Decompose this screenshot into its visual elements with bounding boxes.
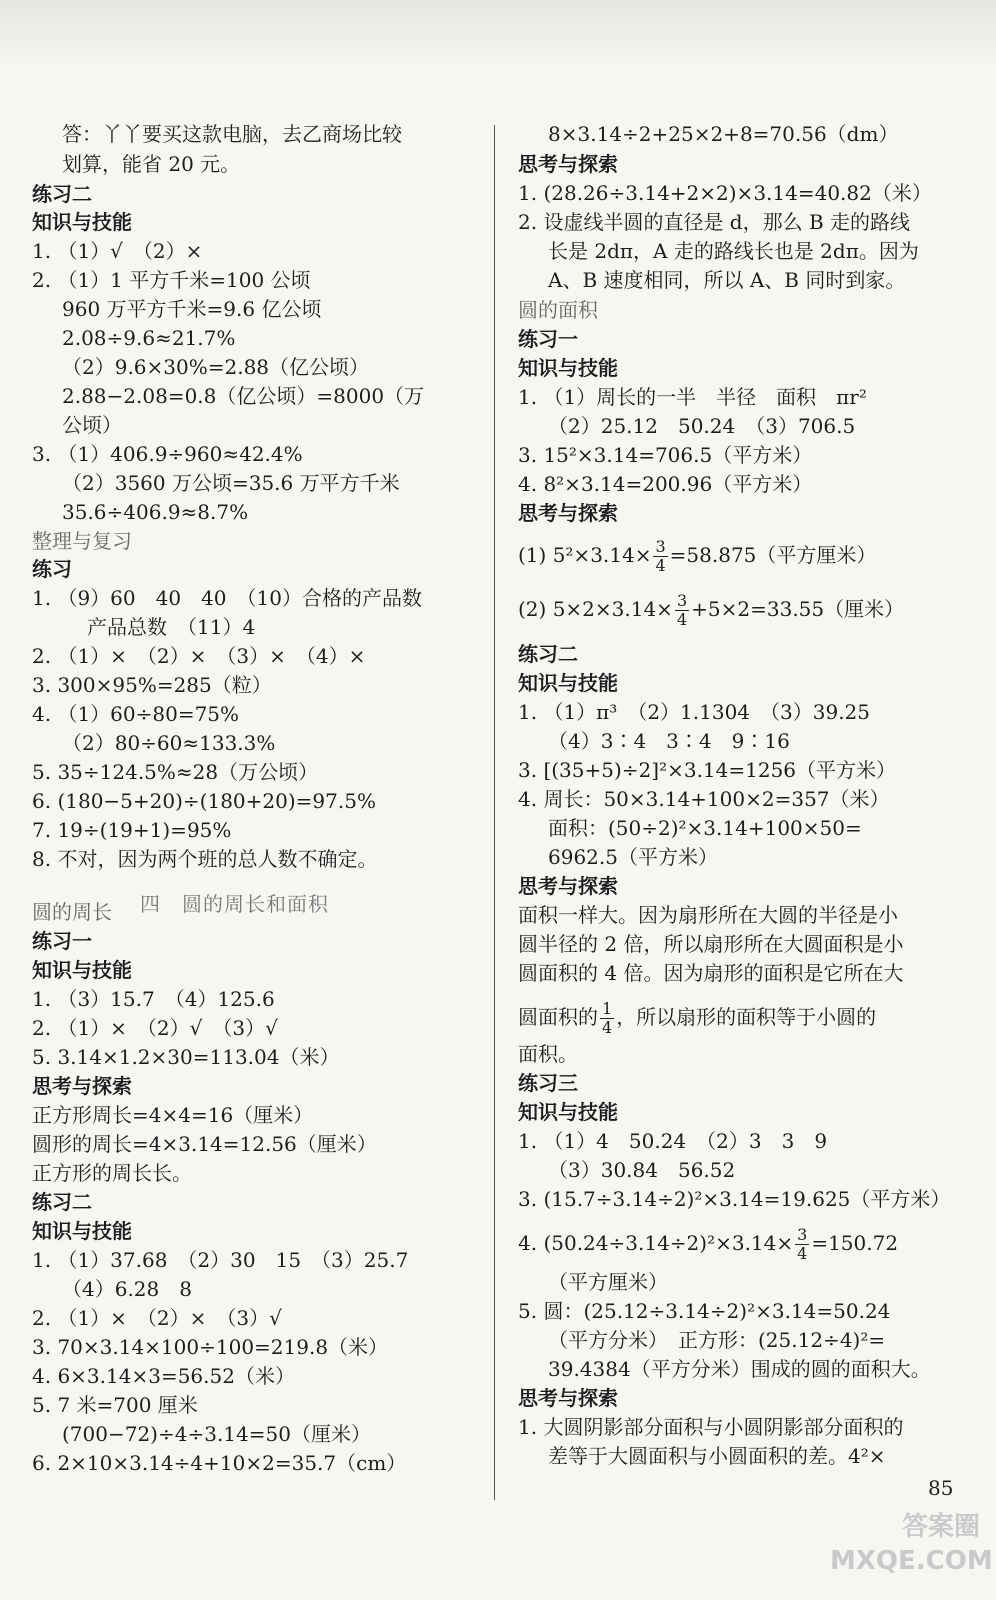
formula-text: (1) 5²×3.14× bbox=[518, 543, 652, 567]
answer-line: 2. （1）1 平方千米=100 公顷 bbox=[32, 268, 311, 292]
section-heading: 思考与探索 bbox=[518, 874, 618, 898]
answer-line: （4）6.28 8 bbox=[62, 1277, 192, 1301]
answer-line: 3. 15²×3.14=706.5（平方米） bbox=[518, 443, 813, 467]
answer-line: 1. （1）√ （2）× bbox=[32, 239, 203, 263]
answer-line: （2）3560 万公顷=35.6 万平方千米 bbox=[62, 471, 400, 495]
answer-line: 1. （1）37.68 （2）30 15 （3）25.7 bbox=[32, 1248, 409, 1272]
formula-text: =150.72 bbox=[811, 1231, 899, 1255]
scan-top-band bbox=[0, 0, 996, 70]
answer-line: 8. 不对，因为两个班的总人数不确定。 bbox=[32, 847, 378, 871]
answer-line: A、B 速度相同，所以 A、B 同时到家。 bbox=[548, 268, 906, 292]
fraction bbox=[600, 1000, 614, 1037]
formula-line bbox=[518, 592, 904, 629]
answer-line: 划算，能省 20 元。 bbox=[62, 152, 241, 176]
answer-line: 面积：(50÷2)²×3.14+100×50= bbox=[548, 816, 862, 840]
section-heading: 知识与技能 bbox=[32, 210, 132, 234]
formula-text: =58.875（平方厘米） bbox=[669, 543, 877, 567]
answer-line: 答：丫丫要买这款电脑，去乙商场比较 bbox=[62, 122, 402, 146]
answer-line: 1. （9）60 40 40 （10）合格的产品数 bbox=[32, 586, 422, 610]
formula-text: ，所以扇形的面积等于小圆的 bbox=[616, 1005, 877, 1029]
section-heading: 练习 bbox=[32, 557, 72, 581]
formula-text: +5×2=33.55（厘米） bbox=[691, 597, 905, 621]
answer-line: 5. 3.14×1.2×30=113.04（米） bbox=[32, 1045, 340, 1069]
answer-line: 2.88−2.08=0.8（亿公顷）=8000（万 bbox=[62, 384, 425, 408]
answer-line: 1. (28.26÷3.14+2×2)×3.14=40.82（米） bbox=[518, 181, 932, 205]
answer-line: 2. （1）× （2）× （3）× （4）× bbox=[32, 644, 366, 668]
subsection-heading: 圆的面积 bbox=[518, 298, 598, 322]
answer-line: 1. （1）4 50.24 （2）3 3 9 bbox=[518, 1129, 828, 1153]
section-heading: 练习二 bbox=[32, 1190, 92, 1214]
answer-line: （3）30.84 56.52 bbox=[548, 1158, 736, 1182]
formula-text: (2) 5×2×3.14× bbox=[518, 597, 673, 621]
formula-text: 4. (50.24÷3.14÷2)²×3.14× bbox=[518, 1231, 794, 1255]
answer-line: 7. 19÷(19+1)=95% bbox=[32, 818, 232, 842]
column-divider bbox=[494, 125, 495, 1500]
denominator: 4 bbox=[676, 610, 688, 629]
answer-line: 5. 圆：(25.12÷3.14÷2)²×3.14=50.24 bbox=[518, 1299, 891, 1323]
answer-line: 6. 2×10×3.14÷4+10×2=35.7（cm） bbox=[32, 1451, 407, 1475]
answer-line: 差等于大圆面积与小圆面积的差。4²× bbox=[548, 1444, 886, 1468]
answer-line: 圆半径的 2 倍，所以扇形所在大圆面积是小 bbox=[518, 932, 904, 956]
numerator: 1 bbox=[602, 999, 613, 1018]
answer-line: 公顷） bbox=[62, 413, 122, 437]
formula-text: 圆面积的 bbox=[518, 1005, 598, 1029]
section-heading: 练习一 bbox=[32, 929, 92, 953]
denominator: 4 bbox=[602, 1018, 613, 1037]
answer-line: 圆面积的 4 倍。因为扇形的面积是它所在大 bbox=[518, 961, 904, 985]
answer-line: 正方形周长=4×4=16（厘米） bbox=[32, 1103, 314, 1127]
answer-line: （2）25.12 50.24 （3）706.5 bbox=[548, 414, 856, 438]
section-heading: 整理与复习 bbox=[32, 529, 132, 553]
answer-line: 2. 设虚线半圆的直径是 d，那么 B 走的路线 bbox=[518, 210, 911, 234]
subsection-heading: 圆的周长 bbox=[32, 900, 112, 924]
formula-line bbox=[518, 1000, 876, 1037]
numerator: 3 bbox=[676, 591, 688, 610]
answer-line: 4. （1）60÷80=75% bbox=[32, 702, 240, 726]
fraction bbox=[795, 1226, 809, 1263]
answer-line: 正方形的周长长。 bbox=[32, 1161, 192, 1185]
section-heading: 练习三 bbox=[518, 1071, 578, 1095]
watermark-logo bbox=[830, 1510, 993, 1590]
answer-line: 1. 大圆阴影部分面积与小圆阴影部分面积的 bbox=[518, 1415, 904, 1439]
formula-line bbox=[518, 1226, 898, 1263]
answer-line: 6. (180−5+20)÷(180+20)=97.5% bbox=[32, 789, 376, 813]
page-number: 85 bbox=[928, 1476, 954, 1500]
fraction bbox=[675, 592, 689, 629]
answer-line: 5. 7 米=700 厘米 bbox=[32, 1393, 198, 1417]
section-heading: 思考与探索 bbox=[518, 501, 618, 525]
answer-line: 2. （1）× （2）× （3）√ bbox=[32, 1306, 282, 1330]
answer-line: 长是 2dπ，A 走的路线长也是 2dπ。因为 bbox=[548, 239, 919, 263]
watermark-text: 答案圈 bbox=[901, 1512, 980, 1542]
answer-line: 4. 6×3.14×3=56.52（米） bbox=[32, 1364, 295, 1388]
answer-line: 5. 35÷124.5%≈28（万公顷） bbox=[32, 760, 319, 784]
section-heading: 知识与技能 bbox=[518, 1100, 618, 1124]
answer-line: 4. 8²×3.14=200.96（平方米） bbox=[518, 472, 813, 496]
answer-line: 6962.5（平方米） bbox=[548, 845, 718, 869]
answer-line: 1. （3）15.7 （4）125.6 bbox=[32, 987, 275, 1011]
section-heading: 思考与探索 bbox=[518, 1386, 618, 1410]
answer-line: 8×3.14÷2+25×2+8=70.56（dm） bbox=[548, 122, 899, 146]
section-heading: 知识与技能 bbox=[518, 671, 618, 695]
answer-line: 3. （1）406.9÷960≈42.4% bbox=[32, 442, 303, 466]
numerator: 3 bbox=[655, 537, 666, 556]
section-heading: 练习二 bbox=[518, 642, 578, 666]
answer-line: （2）80÷60≈133.3% bbox=[62, 731, 276, 755]
answer-line: 2.08÷9.6≈21.7% bbox=[62, 326, 236, 350]
answer-line: 960 万平方千米=9.6 亿公顷 bbox=[62, 297, 322, 321]
answer-line: 1. （1）周长的一半 半径 面积 πr² bbox=[518, 385, 867, 409]
denominator: 4 bbox=[797, 1244, 808, 1263]
section-heading: 练习一 bbox=[518, 327, 578, 351]
answer-line: 39.4384（平方分米）围成的圆的面积大。 bbox=[548, 1357, 931, 1381]
answer-line: 1. （1）π³ （2）1.1304 （3）39.25 bbox=[518, 700, 871, 724]
answer-line: 3. 300×95%=285（粒） bbox=[32, 673, 272, 697]
answer-line: 产品总数 （11）4 bbox=[87, 615, 256, 639]
answer-line: （平方厘米） bbox=[548, 1270, 668, 1294]
answer-line: （2）9.6×30%=2.88（亿公顷） bbox=[62, 355, 370, 379]
answer-line: 3. [(35+5)÷2]²×3.14=1256（平方米） bbox=[518, 758, 897, 782]
answer-line: （4）3∶4 3∶4 9∶16 bbox=[548, 729, 790, 753]
section-heading: 知识与技能 bbox=[32, 1219, 132, 1243]
answer-line: 面积一样大。因为扇形所在大圆的半径是小 bbox=[518, 903, 898, 927]
answer-line: 3. 70×3.14×100÷100=219.8（米） bbox=[32, 1335, 389, 1359]
answer-line: 2. （1）× （2）√ （3）√ bbox=[32, 1016, 278, 1040]
section-heading: 思考与探索 bbox=[518, 152, 618, 176]
section-heading: 知识与技能 bbox=[32, 958, 132, 982]
formula-line bbox=[518, 538, 876, 575]
watermark-text: MXQE.COM bbox=[830, 1546, 993, 1576]
answer-line: 圆形的周长=4×3.14=12.56（厘米） bbox=[32, 1132, 377, 1156]
answer-line: （平方分米） 正方形：(25.12÷4)²= bbox=[548, 1328, 886, 1352]
answer-line: 35.6÷406.9≈8.7% bbox=[62, 500, 249, 524]
answer-line: 3. (15.7÷3.14÷2)²×3.14=19.625（平方米） bbox=[518, 1187, 951, 1211]
answer-line: 面积。 bbox=[518, 1042, 578, 1066]
fraction bbox=[653, 538, 667, 575]
answer-line: (700−72)÷4÷3.14=50（厘米） bbox=[62, 1422, 371, 1446]
section-heading: 思考与探索 bbox=[32, 1074, 132, 1098]
section-heading: 知识与技能 bbox=[518, 356, 618, 380]
numerator: 3 bbox=[797, 1225, 808, 1244]
denominator: 4 bbox=[655, 556, 666, 575]
chapter-title: 四 圆的周长和面积 bbox=[140, 892, 329, 916]
section-heading: 练习二 bbox=[32, 182, 92, 206]
answer-line: 4. 周长：50×3.14+100×2=357（米） bbox=[518, 787, 890, 811]
